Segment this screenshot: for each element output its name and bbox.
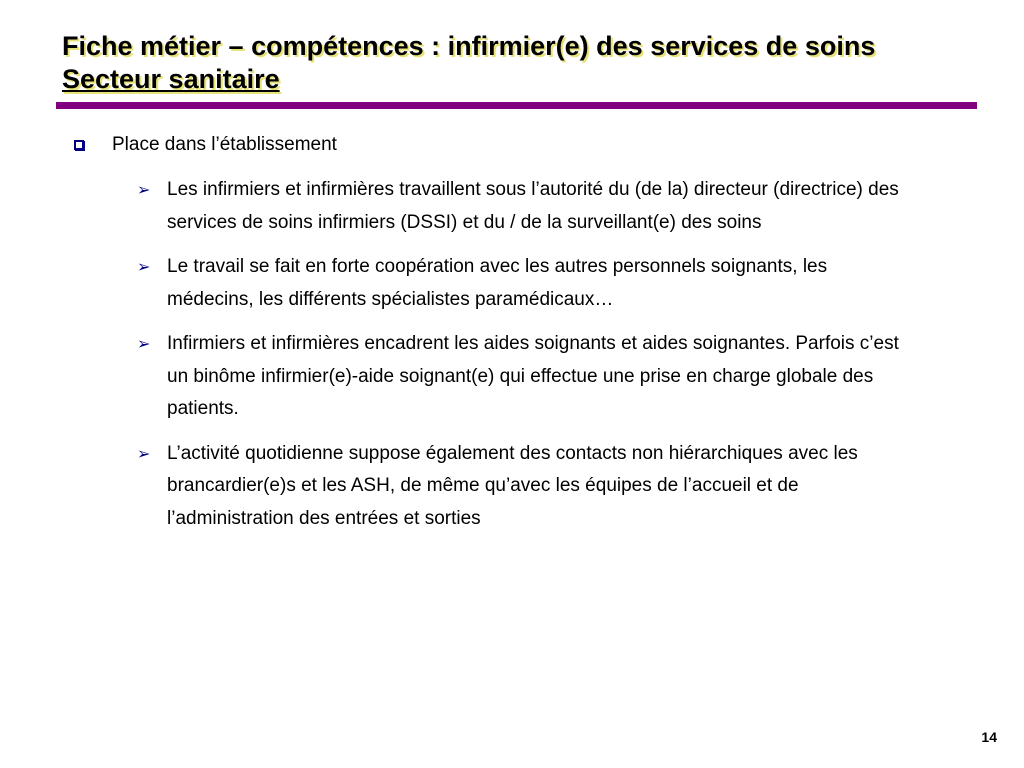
page-number: 14: [981, 729, 997, 745]
list-item: [137, 251, 907, 316]
bullet-list: [137, 174, 907, 547]
list-item-text: Le travail se fait en forte coopération avec les autres personnels soignants, les médecins, les différents spécialistes paramédicaux…: [167, 256, 828, 310]
arrow-bullet-icon: ➢: [137, 443, 151, 463]
list-item: [137, 438, 907, 536]
list-item-text: Infirmiers et infirmières encadrent les aides soignants et aides soignantes. Parfois c’est un binôme infirmier(e)-aide soignant(e) qui effectue une prise en charge globale des patients.: [167, 333, 899, 419]
arrow-bullet-icon: ➢: [137, 180, 151, 199]
list-item: [137, 174, 907, 239]
arrow-bullet-icon: ➢: [137, 257, 151, 276]
section-heading: [74, 132, 974, 158]
list-item-text: Les infirmiers et infirmières travaillent sous l’autorité du (de la) directeur (directrice) des services de soins infirmiers (DSSI) et du / de la surveillant(e) des soins: [167, 179, 899, 233]
square-bullet-icon: [74, 140, 84, 150]
list-item-text: L’activité quotidienne suppose également des contacts non hiérarchiques avec les brancardier(e)s et les ASH, de même qu’avec les équipes de l’accueil et de l’administration des entrées et sorties: [167, 442, 858, 529]
arrow-bullet-icon: ➢: [137, 334, 151, 353]
section-heading-text: Place dans l’établissement: [112, 134, 337, 155]
title-divider: [56, 102, 977, 109]
title-line: Fiche métier – compétences : infirmier(e) des services de soins: [62, 31, 876, 61]
subtitle-line: Secteur sanitaire: [62, 64, 280, 94]
list-item: [137, 328, 907, 426]
slide-title: [62, 30, 982, 96]
